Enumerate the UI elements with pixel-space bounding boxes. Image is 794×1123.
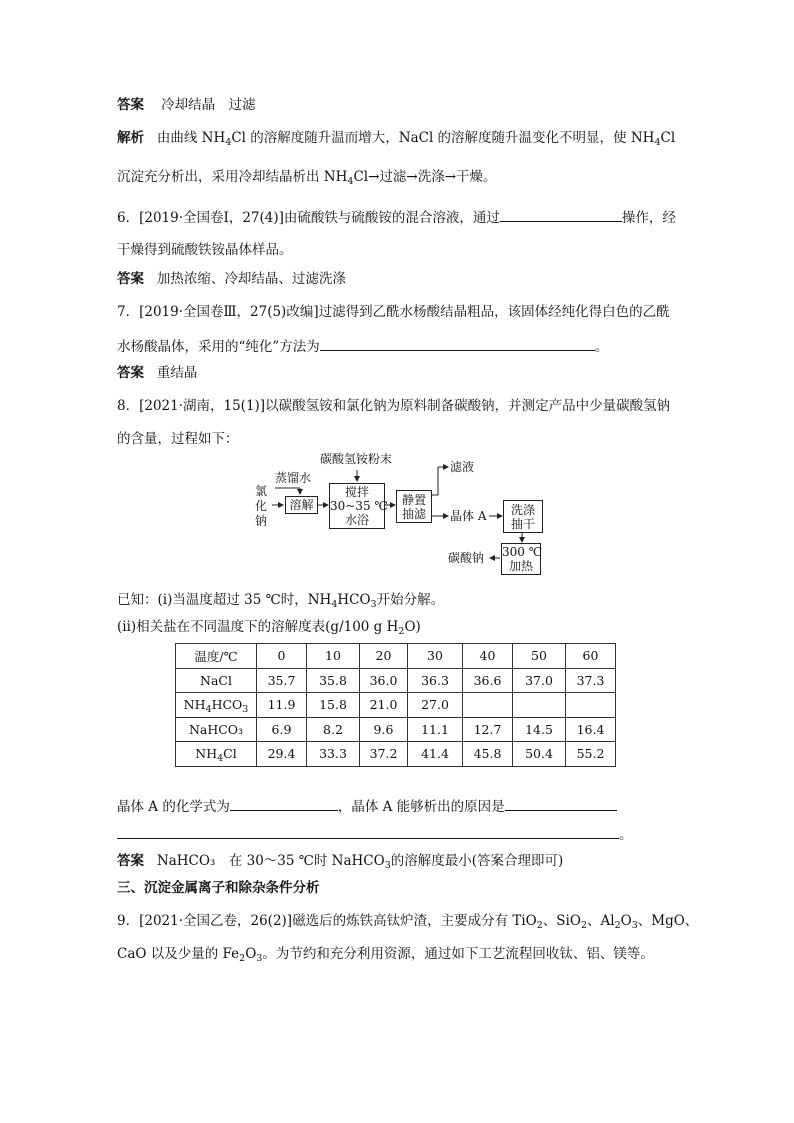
salt-name-text: NH: [195, 746, 218, 762]
question-text: 水杨酸晶体，采用的“纯化”方法为: [117, 339, 320, 355]
known-text: 已知：(i)当温度超过 35 ℃时，NH: [117, 592, 332, 608]
known-condition-2: [117, 618, 421, 636]
table-row: [176, 693, 616, 718]
answer-blank[interactable]: [500, 208, 622, 222]
table-cell: 27.0: [408, 693, 463, 718]
filtrate-label: 滤液: [450, 460, 475, 474]
ammonium-bicarbonate-powder-label: 碳酸氢铵粉末: [320, 452, 393, 466]
analysis-line-1: [117, 129, 675, 147]
question-7-line-2: [117, 337, 608, 356]
answer-7: [117, 364, 197, 382]
sodium-chloride-label: 氯 化 钠: [255, 484, 268, 528]
answer-label: 答案: [117, 365, 144, 381]
process-flowchart: [250, 454, 570, 584]
table-cell: 36.0: [360, 668, 408, 693]
answer-6: [117, 270, 346, 288]
table-cell: 8.2: [307, 717, 360, 742]
subscript: 2: [536, 920, 543, 931]
question-text: O: [245, 946, 257, 962]
answer-label: 答案: [117, 271, 144, 287]
salt-name-cell: NaCl: [176, 668, 257, 693]
salt-name-text: NH: [183, 697, 206, 713]
question-7-line-1: 7．[2019·全国卷Ⅲ，27(5)改编]过滤得到乙酰水杨酸结晶粗品，该固体经纯化得白色的乙酰: [117, 304, 670, 320]
table-header-cell: 10: [307, 644, 360, 669]
question-text: 。为节约和充分利用资源，通过如下工艺流程回收钛、铝、镁等。: [262, 946, 654, 962]
table-cell: 11.1: [408, 717, 463, 742]
analysis-text: Cl: [660, 130, 676, 146]
salt-name-text: HCO: [211, 697, 243, 713]
subscript: 2: [614, 920, 621, 931]
answer-text: 冷却结晶 过滤: [161, 97, 256, 113]
subscript: 3: [631, 920, 638, 931]
question-text: 、SiO: [542, 913, 581, 929]
question-text: ，晶体 A 能够析出的原因是: [337, 799, 505, 815]
subscript: 3: [256, 953, 263, 964]
table-cell: 33.3: [307, 742, 360, 767]
table-cell: 35.8: [307, 668, 360, 693]
question-text: CaO 以及少量的 Fe: [117, 946, 240, 962]
question-8b-line-1: [117, 797, 617, 816]
table-cell: 21.0: [360, 693, 408, 718]
question-9-line-2: [117, 945, 654, 963]
question-8b-line-2: [117, 825, 633, 844]
question-text: O: [620, 913, 632, 929]
formula-blank[interactable]: [230, 797, 338, 811]
question-9-line-1: [117, 912, 698, 930]
table-cell: 29.4: [257, 742, 307, 767]
table-cell: 37.0: [513, 668, 566, 693]
table-cell: 15.8: [307, 693, 360, 718]
known-text: (ii)相关盐在不同温度下的溶解度表(g/100 g H: [117, 619, 399, 635]
subscript: 3: [370, 599, 377, 610]
subscript: 4: [331, 599, 338, 610]
crystal-a-label: 晶体 A: [450, 509, 487, 523]
subscript: 4: [347, 176, 354, 187]
table-cell: 41.4: [408, 742, 463, 767]
table-cell: 11.9: [257, 693, 307, 718]
answer-text: NaHCO₃ 在 30～35 ℃时 NaHCO: [156, 853, 385, 869]
table-cell: 6.9: [257, 717, 307, 742]
subscript: 2: [580, 920, 587, 931]
table-cell: 36.3: [408, 668, 463, 693]
question-text: 操作，经: [621, 210, 676, 226]
subscript: 2: [239, 953, 246, 964]
table-cell: 36.6: [463, 668, 513, 693]
subscript: 4: [217, 753, 224, 765]
known-text: HCO: [337, 592, 371, 608]
table-header-cell: 50: [513, 644, 566, 669]
known-text: O): [404, 619, 421, 635]
prev-answer: [117, 96, 256, 114]
stir-water-bath-step: 搅拌 30~35 ℃ 水浴: [330, 485, 388, 527]
question-text: 、Al: [587, 913, 615, 929]
salt-name-text: Cl: [223, 746, 237, 762]
table-cell: 37.2: [360, 742, 408, 767]
table-header-row: [176, 644, 616, 669]
dissolve-step: 溶解: [285, 496, 318, 514]
table-header-cell: 20: [360, 644, 408, 669]
settle-filter-step: 静置 抽滤: [396, 490, 432, 523]
analysis-label: 解析: [117, 130, 144, 146]
salt-name-cell: [176, 742, 257, 767]
analysis-line-2: [117, 168, 497, 186]
table-header-cell: 40: [463, 644, 513, 669]
question-8-line-1: 8．[2021·湖南，15(1)]以碳酸氢铵和氯化钠为原料制备碳酸钠，并测定产品中少量碳酸氢钠: [117, 398, 671, 414]
table-cell: 35.7: [257, 668, 307, 693]
answer-label: 答案: [117, 97, 144, 113]
subscript: 2: [398, 626, 405, 637]
table-header-cell: 温度/℃: [176, 644, 257, 669]
salt-name-cell: [176, 693, 257, 718]
table-cell: [566, 693, 616, 718]
reason-blank[interactable]: [505, 797, 617, 811]
table-cell: 45.8: [463, 742, 513, 767]
question-text: 。: [594, 339, 609, 355]
table-row: [176, 717, 616, 742]
subscript: 3: [384, 860, 391, 871]
known-condition-1: [117, 591, 444, 609]
question-6-line-2: 干燥得到硫酸铁铵晶体样品。: [117, 242, 293, 258]
question-6-line-1: [117, 208, 676, 227]
answer-text: 重结晶: [156, 365, 198, 381]
subscript: 4: [225, 137, 232, 148]
table-cell: 37.3: [566, 668, 616, 693]
subscript: 4: [654, 137, 661, 148]
analysis-text: 沉淀充分析出，采用冷却结晶析出 NH: [117, 169, 348, 185]
known-text: 开始分解。: [376, 592, 445, 608]
table-cell: [513, 693, 566, 718]
solubility-table: [175, 643, 616, 767]
question-text: 9．[2021·全国乙卷，26(2)]磁选后的炼铁高钛炉渣，主要成分有 TiO: [117, 913, 537, 929]
table-cell: 55.2: [566, 742, 616, 767]
table-cell: [463, 693, 513, 718]
heat-step: 300 ℃ 加热: [502, 545, 543, 573]
answer-text: 的溶解度最小(答案合理即可): [390, 853, 564, 869]
question-text: 晶体 A 的化学式为: [117, 799, 230, 815]
salt-name-cell: NaHCO₃: [176, 717, 257, 742]
sodium-carbonate-label: 碳酸钠: [448, 551, 485, 565]
subscript: 3: [242, 704, 249, 716]
table-cell: 14.5: [513, 717, 566, 742]
question-text: 6．[2019·全国卷Ⅰ，27(4)]由硫酸铁与硫酸铵的混合溶液，通过: [117, 210, 500, 226]
analysis-text: Cl 的溶解度随升温而增大，NaCl 的溶解度随升温变化不明显，使 NH: [231, 130, 655, 146]
table-cell: 16.4: [566, 717, 616, 742]
question-text: 。: [619, 827, 633, 843]
reason-blank-continued[interactable]: [117, 825, 619, 839]
table-header-cell: 30: [408, 644, 463, 669]
table-header-cell: 0: [257, 644, 307, 669]
distilled-water-label: 蒸馏水: [275, 471, 312, 485]
table-cell: 9.6: [360, 717, 408, 742]
question-8-line-2: 的含量，过程如下：: [117, 431, 239, 447]
table-row: [176, 742, 616, 767]
section-heading: 三、沉淀金属离子和除杂条件分析: [117, 880, 320, 896]
table-cell: 50.4: [513, 742, 566, 767]
answer-blank[interactable]: [320, 337, 595, 351]
analysis-text: 由曲线 NH: [156, 130, 226, 146]
answer-label: 答案: [117, 853, 144, 869]
subscript: 4: [205, 704, 212, 716]
wash-dry-step: 洗涤 抽干: [503, 500, 543, 533]
question-text: 、MgO、: [637, 913, 699, 929]
answer-8: [117, 852, 563, 870]
answer-text: 加热浓缩、冷却结晶、过滤洗涤: [156, 271, 346, 287]
table-header-cell: 60: [566, 644, 616, 669]
analysis-text: Cl→过滤→洗涤→干燥。: [353, 169, 497, 185]
table-cell: 12.7: [463, 717, 513, 742]
table-row: [176, 668, 616, 693]
